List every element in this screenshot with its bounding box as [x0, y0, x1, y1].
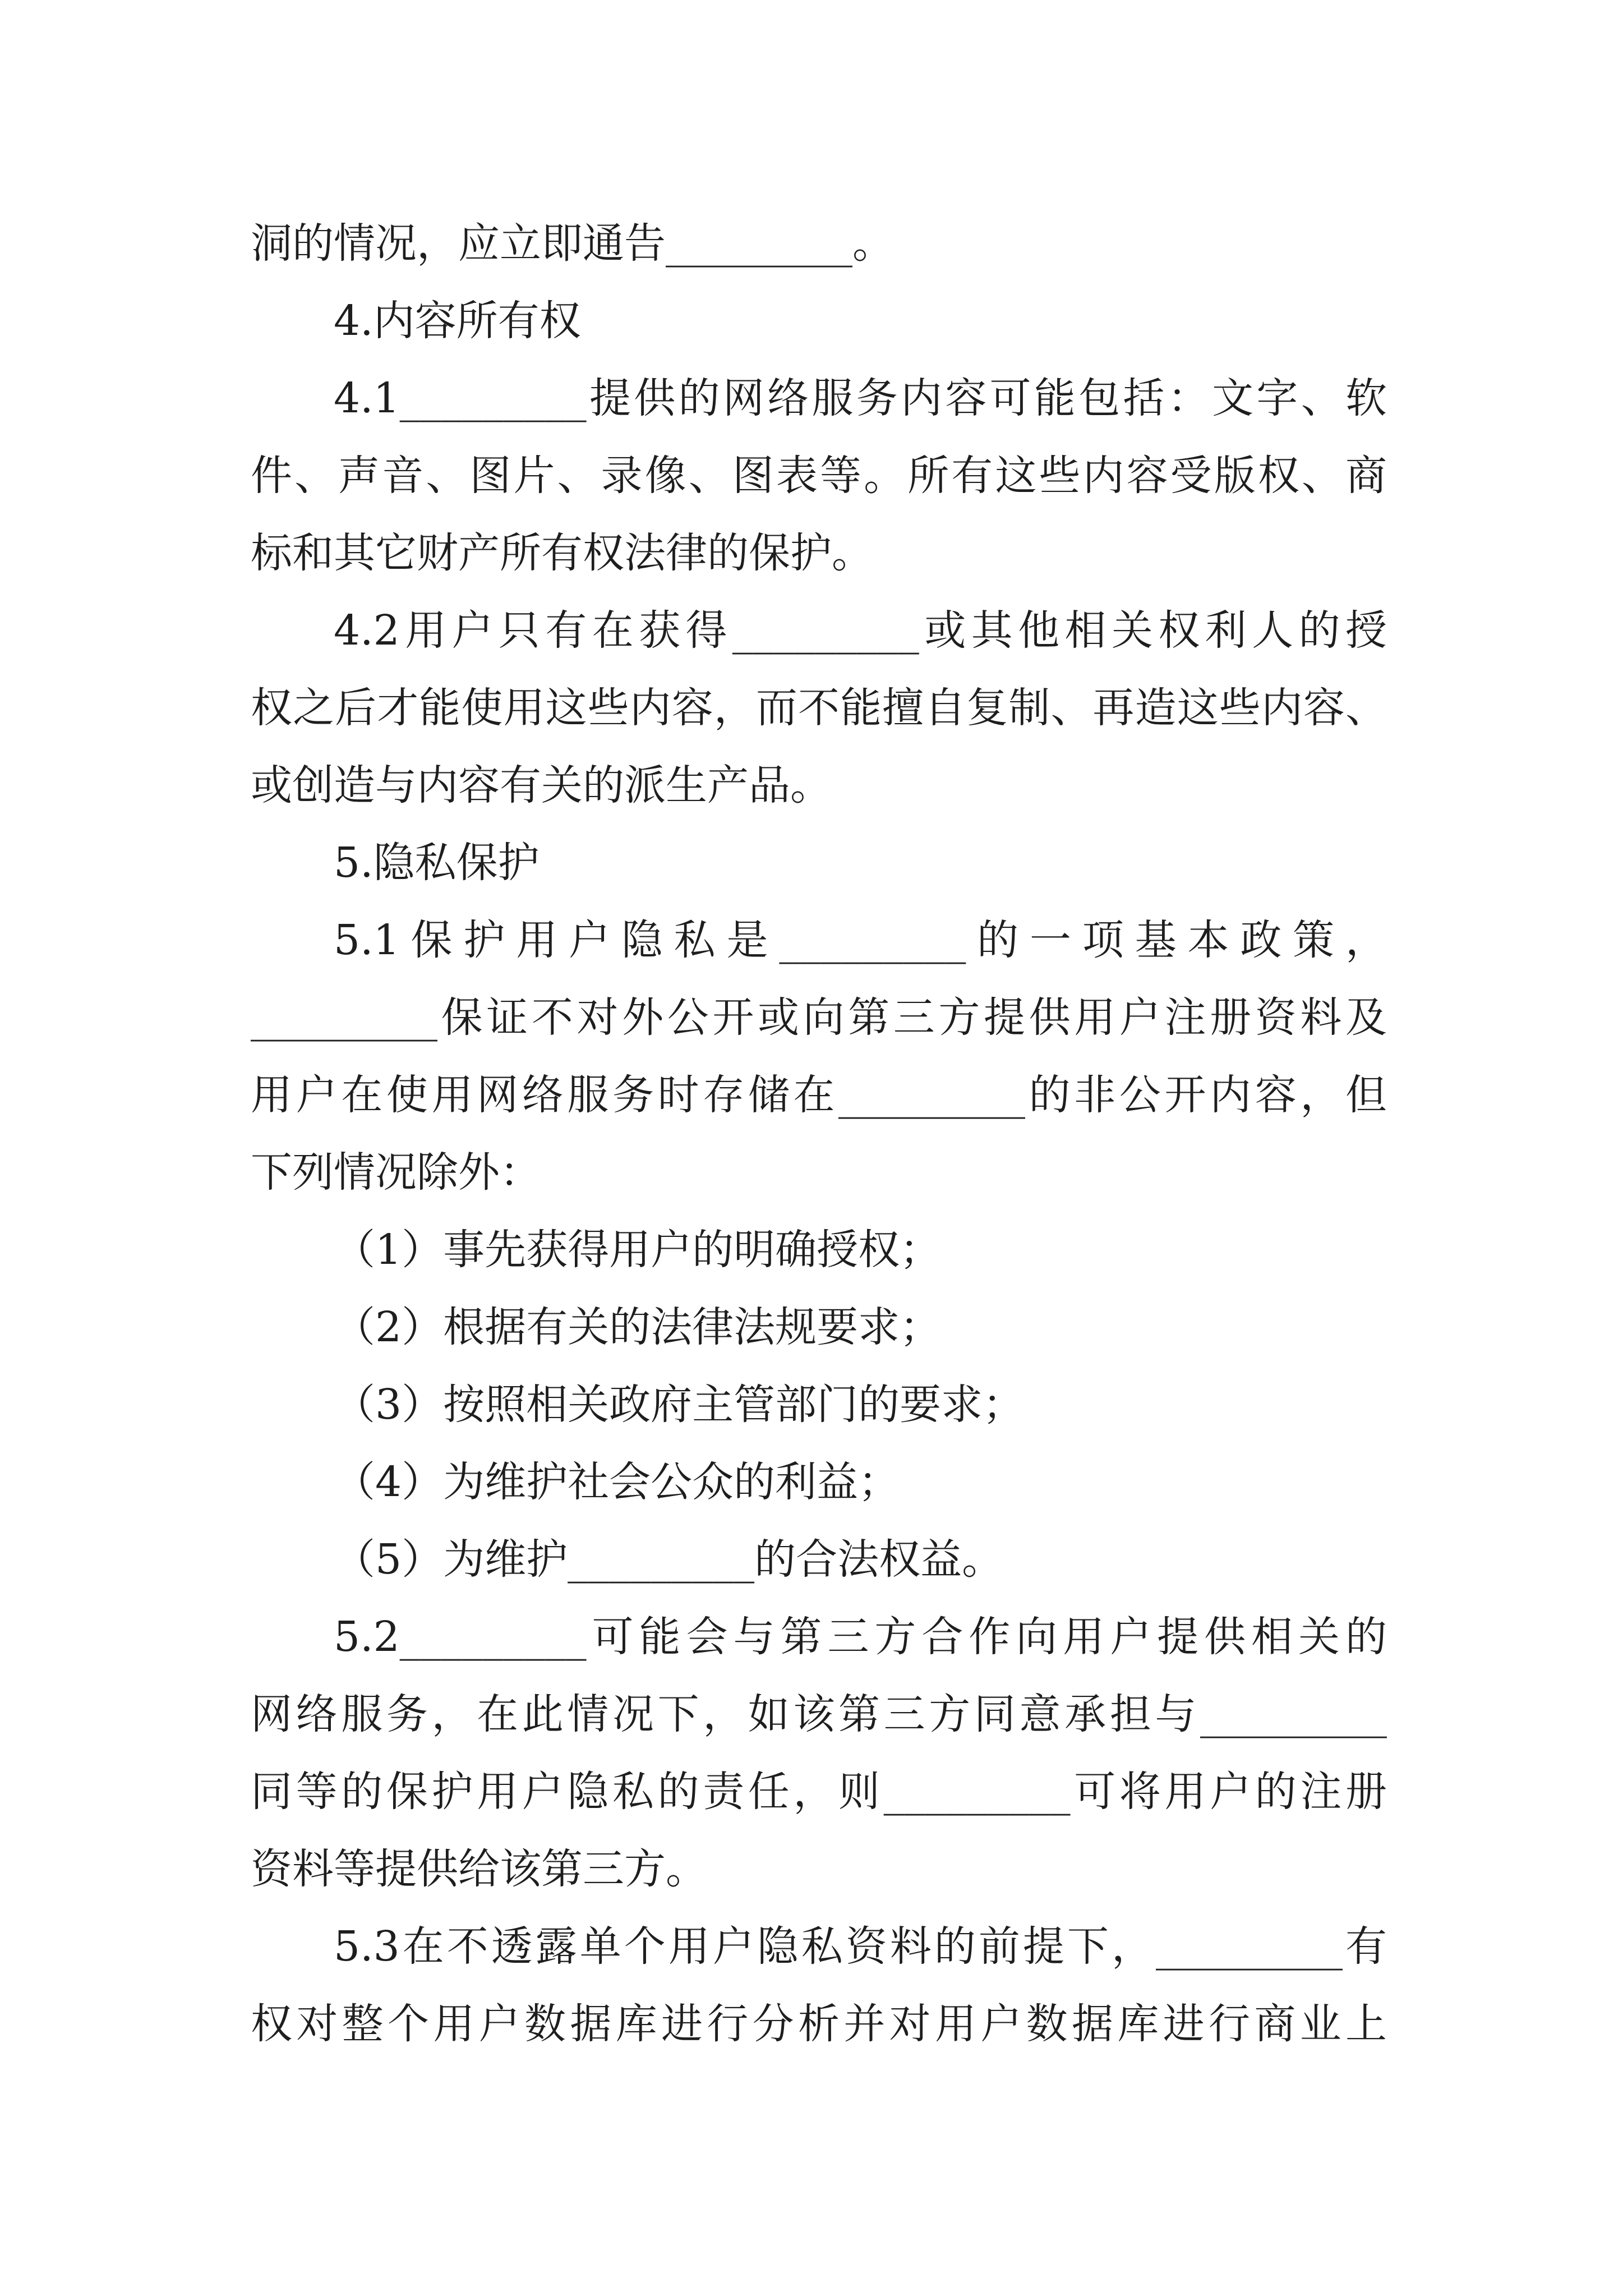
paragraph-line: 权之后才能使用这些内容，而不能擅自复制、再造这些内容、 — [251, 684, 1387, 732]
document-body — [251, 205, 1387, 2063]
paragraph-continuation — [251, 205, 1387, 282]
paragraph-line: 4.1_________提供的网络服务内容可能包括：文字、软 — [334, 374, 1387, 422]
section-heading-4: 4.内容所有权 — [334, 297, 581, 345]
clause-5-3 — [251, 1908, 1387, 2063]
clause-5-1 — [251, 901, 1387, 1211]
list-item: （4）为维护社会公众的利益； — [334, 1458, 900, 1506]
exceptions-list — [251, 1211, 1387, 1598]
paragraph-line: 网络服务，在此情况下，如该第三方同意承担与_________ — [251, 1690, 1387, 1738]
paragraph-line: 标和其它财产所有权法律的保护。 — [251, 529, 873, 577]
paragraph-line: 同等的保护用户隐私的责任，则_________可将用户的注册 — [251, 1768, 1387, 1816]
paragraph-line: 洞的情况，应立即通告_________。 — [251, 219, 894, 268]
list-item: （2）根据有关的法律法规要求； — [334, 1303, 942, 1351]
clause-5-2 — [251, 1598, 1387, 1908]
paragraph-line: 资料等提供给该第三方。 — [251, 1845, 707, 1893]
list-item: （1）事先获得用户的明确授权； — [334, 1226, 942, 1274]
clause-4-1 — [251, 360, 1387, 592]
paragraph-line: 4.2用户只有在获得_________或其他相关权利人的授 — [334, 606, 1387, 655]
section-heading-5: 5.隐私保护 — [334, 839, 540, 887]
paragraph-line: 5.1保护用户隐私是_________的一项基本政策， — [334, 916, 1387, 964]
clause-4-2 — [251, 592, 1387, 824]
paragraph-line: 或创造与内容有关的派生产品。 — [251, 761, 832, 809]
paragraph-line: _________保证不对外公开或向第三方提供用户注册资料及 — [251, 993, 1387, 1042]
list-item: （5）为维护_________的合法权益。 — [334, 1535, 1004, 1584]
list-item: （3）按照相关政府主管部门的要求； — [334, 1381, 1025, 1429]
paragraph-line: 下列情况除外： — [251, 1148, 541, 1197]
paragraph-line: 用户在使用网络服务时存储在_________的非公开内容，但 — [251, 1071, 1387, 1119]
paragraph-line: 权对整个用户数据库进行分析并对用户数据库进行商业上 — [251, 2000, 1387, 2048]
paragraph-line: 5.3在不透露单个用户隐私资料的前提下，_________有 — [334, 1922, 1387, 1971]
paragraph-line: 件、声音、图片、录像、图表等。所有这些内容受版权、商 — [251, 452, 1387, 500]
paragraph-line: 5.2_________可能会与第三方合作向用户提供相关的 — [334, 1613, 1387, 1661]
